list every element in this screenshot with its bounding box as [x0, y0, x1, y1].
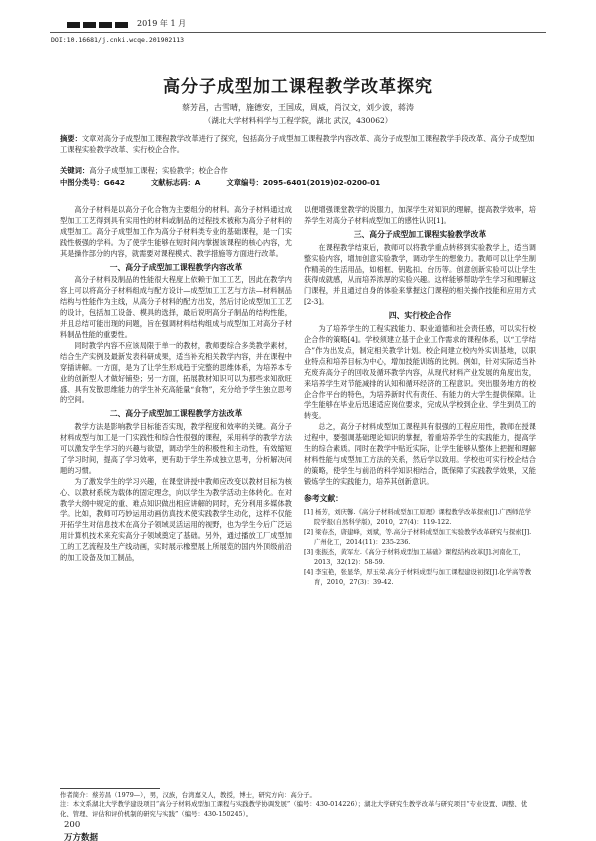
section-2-paragraph-2: 为了激发学生的学习兴趣，在课堂讲授中教师应改变以教材目标为核心、以教材系统为载体的固定理念，向以学生为教学活动主体转化。在对教学大纲中规定的重、难点知识做出相应讲解的同时，充分利用多媒体教学。比如，教师可巧妙运用动画仿真技术使实践教学生动化，这样不仅能开拓学生对信息技术在高分子领域灵活运用的视野，也为学生今后广泛运用计算机技术来充实高分子领域奠定了基础。另外，通过播放工厂成型加工的工艺流程及生产线动画，实时展示橡塑展上所展览的国内外顶级前沿的加工设备及加工制品，	[60, 476, 292, 563]
continued-paragraph: 以便增强课堂教学的说服力，加深学生对知识的理解，提高教学效率，培养学生对高分子材料成型加工的感性认识[1]。	[304, 205, 536, 225]
section-4-title: 四、实行校企合作	[388, 311, 452, 321]
section-2-title: 二、高分子成型加工课程教学方法改革	[109, 409, 243, 419]
keywords-label: 关键词：	[60, 166, 90, 175]
references	[304, 494, 536, 587]
section-1-paragraph-2: 同时教学内容不应该局限于单一的教材，教师要综合多类教学素材，结合生产实例及最新发表科研成果，适当补充相关教学内容，并在课程中穿插讲解。一方面，是为了让学生形成趋于完整的思维体系，为培养本专业的创新型人才做好铺垫；另一方面，拓展教材知识可以为那些求知欲旺盛、具有发散思维能力的学生补充高能量“食物”，充分给予学生独立思考的空间。	[60, 340, 292, 405]
document-code: 文献标志码：A	[151, 178, 201, 187]
abstract-text: 文章对高分子成型加工课程教学改革进行了探究，包括高分子成型加工课程教学内容改革、高分子成型加工课程教学手段改革、高分子成型加工课程实验教学改革、实行校企合作。	[60, 134, 535, 154]
abstract	[60, 133, 536, 155]
conclusion-paragraph: 总之，高分子材料成型加工课程具有很强的工程应用性，教师在授课过程中，要强调基础理论知识的掌握，着重培养学生的实践能力，提高学生的综合素质。同时在教学中贴近实际，让学生能够从整体上把握和理解材料性能与成型加工方法的关系，然后学以致用。学校也可实行校企结合的策略，使学生与前沿的科学知识相结合，既保障了实践教学效果，又能锻炼学生的实践能力，培养其创新意识。	[304, 422, 536, 486]
section-1-paragraph-1: 高分子材料及制品的性能很大程度上依赖于加工工艺，因此在教学内容上可以将高分子材料组成与配方设计—成型加工工艺与方法—材料制品结构与性能作为主线，从高分子材料的配方出发，然后讨论成型加工工艺的设计，包括加工设备、模具的选择，最后说明高分子制品的结构性能，并且总结可能出现的问题，旨在强调材料结构组成与成型加工对高分子材料制品性能的重要性。	[60, 275, 292, 339]
article-number: 文章编号：2095-6401(2019)02-0200-01	[226, 178, 381, 187]
section-4-paragraph-1: 为了培养学生的工程实践能力、职业道德和社会责任感，可以实行校企合作的策略[4]。学校须建立基于企业工作需求的课程体系，以“工学结合”作为出发点，制定相关教学计划。校企间建立校内外实训基地，以职业特点和培养目标为中心，增加技能训练的比例。例如，针对实际适当补充废弃高分子的回收及循环教学内容，从现代材料产业发展的角度出发，来培养学生对节能减排的认知和循环经济的工程意识。突出服务地方的校企合作平台的特色，为培养新时代有责任、有能力的大学生提供保障。让学生能够在毕业后迅速适应岗位要求，完成从学校到企业、学生到员工的转变。	[304, 324, 536, 421]
left-column	[60, 205, 292, 564]
keywords	[60, 165, 536, 176]
issue-date: 2019 年 1 月	[137, 19, 187, 28]
paper-title: 高分子成型加工课程教学改革探究	[163, 77, 433, 97]
affiliation: （湖北大学材料科学与工程学院，湖北 武汉，430062）	[203, 116, 393, 125]
page-number: 200	[64, 820, 81, 830]
right-column	[304, 205, 536, 587]
reference-item: [2] 梁春杰，唐建峰，刘斌，等.高分子材料成型加工实验教学改革研究与探索[J].广州化工，2014(11)：235-236.	[304, 527, 532, 546]
doi: DOI:10.16681/j.cnki.wcqe.201902113	[51, 36, 185, 44]
author-footnote: 作者简介：蔡芳昌（1979—），男，汉族，台湾嘉义人，教授，博士，研究方向：高分子。	[60, 791, 316, 799]
keywords-text: 高分子成型加工课程；实验教学；校企合作	[89, 166, 228, 175]
classification-row	[60, 178, 536, 188]
funding-footnote: 注：本文系湖北大学教学建设项目“高分子材料成型加工课程与实践教学协调发展”（编号：430-014226）；湖北大学研究生教学改革与研究项目“专业设置、调整、优化、管理、评估和评价机制的研究与实践”（编号：430-150245）。	[60, 800, 528, 818]
reference-item: [1] 杨芳，刘庆馨.《高分子材料成型加工原理》课程教学改革探索[J].广西师范学院学报(自然科学版)，2010，27(4)：119-122.	[304, 507, 532, 526]
header-bars	[67, 22, 128, 28]
intro-paragraph: 高分子材料是以高分子化合物为主要组分的材料。高分子材料通过成型加工工艺得到具有实用性的材料或制品的过程技术被称为高分子材料的成型加工。高分子成型加工作为高分子材料类专业的基础课程，是一门实践性极强的学科。为了使学生能够在短时间内掌握该课程的核心内容，尤其是操作部分的内容，就需要对课程模式、教学措施等方面进行改革。	[60, 205, 292, 258]
section-2-paragraph-1: 教学方法是影响教学目标能否实现，教学程度和效率的关键。高分子材料成型与加工是一门实践性和综合性很强的课程，采用科学的教学方法可以激发学生学习的兴趣与欲望，调动学生的积极性和主动性，有效缩短了学习时间，提高了学习效率，更有助于学生养成独立思考，分析解决问题的习惯。	[60, 422, 292, 475]
abstract-label: 摘要：	[60, 134, 82, 143]
references-title: 参考文献：	[304, 493, 343, 503]
clc-number: 中图分类号：G642	[60, 178, 126, 187]
reference-item: [3] 张振杰，黄军左.《高分子材料成型加工基础》课程结构改革[J].河南化工，2013，32(12)：58-59.	[304, 547, 525, 566]
section-1-title: 一、高分子成型加工课程教学内容改革	[109, 262, 243, 272]
brand-watermark: 万方数据	[64, 833, 99, 841]
reference-item: [4] 李宝艳，张显华，厚玉荣.高分子材料成型与加工课程建设初探[J].化学高等教育，2010，27(3)：39-42.	[304, 567, 532, 586]
section-3-title: 三、高分子成型加工课程实验教学改革	[353, 229, 487, 239]
section-3-paragraph-1: 在课程教学结束后，教师可以将教学重点转移到实验教学上，适当调整实验内容，增加创意实验教学，调动学生的想象力。教师可以让学生制作精美的生活用品，如相框、钥匙扣、台历等。创意创新实验可以让学生获得成就感，从而培养浓厚的实验兴趣。这样能够帮助学生学习和理解这门课程，并且通过自身的体验来掌握这门课程的相关操作技能和应用方式[2-3]。	[304, 242, 536, 307]
header-rule	[50, 32, 546, 33]
footnote-rule	[60, 788, 160, 789]
authors: 蔡芳昌，古雪晴，施德安，王国成，周威，肖汉文，刘少波，蒋涛	[182, 103, 414, 112]
